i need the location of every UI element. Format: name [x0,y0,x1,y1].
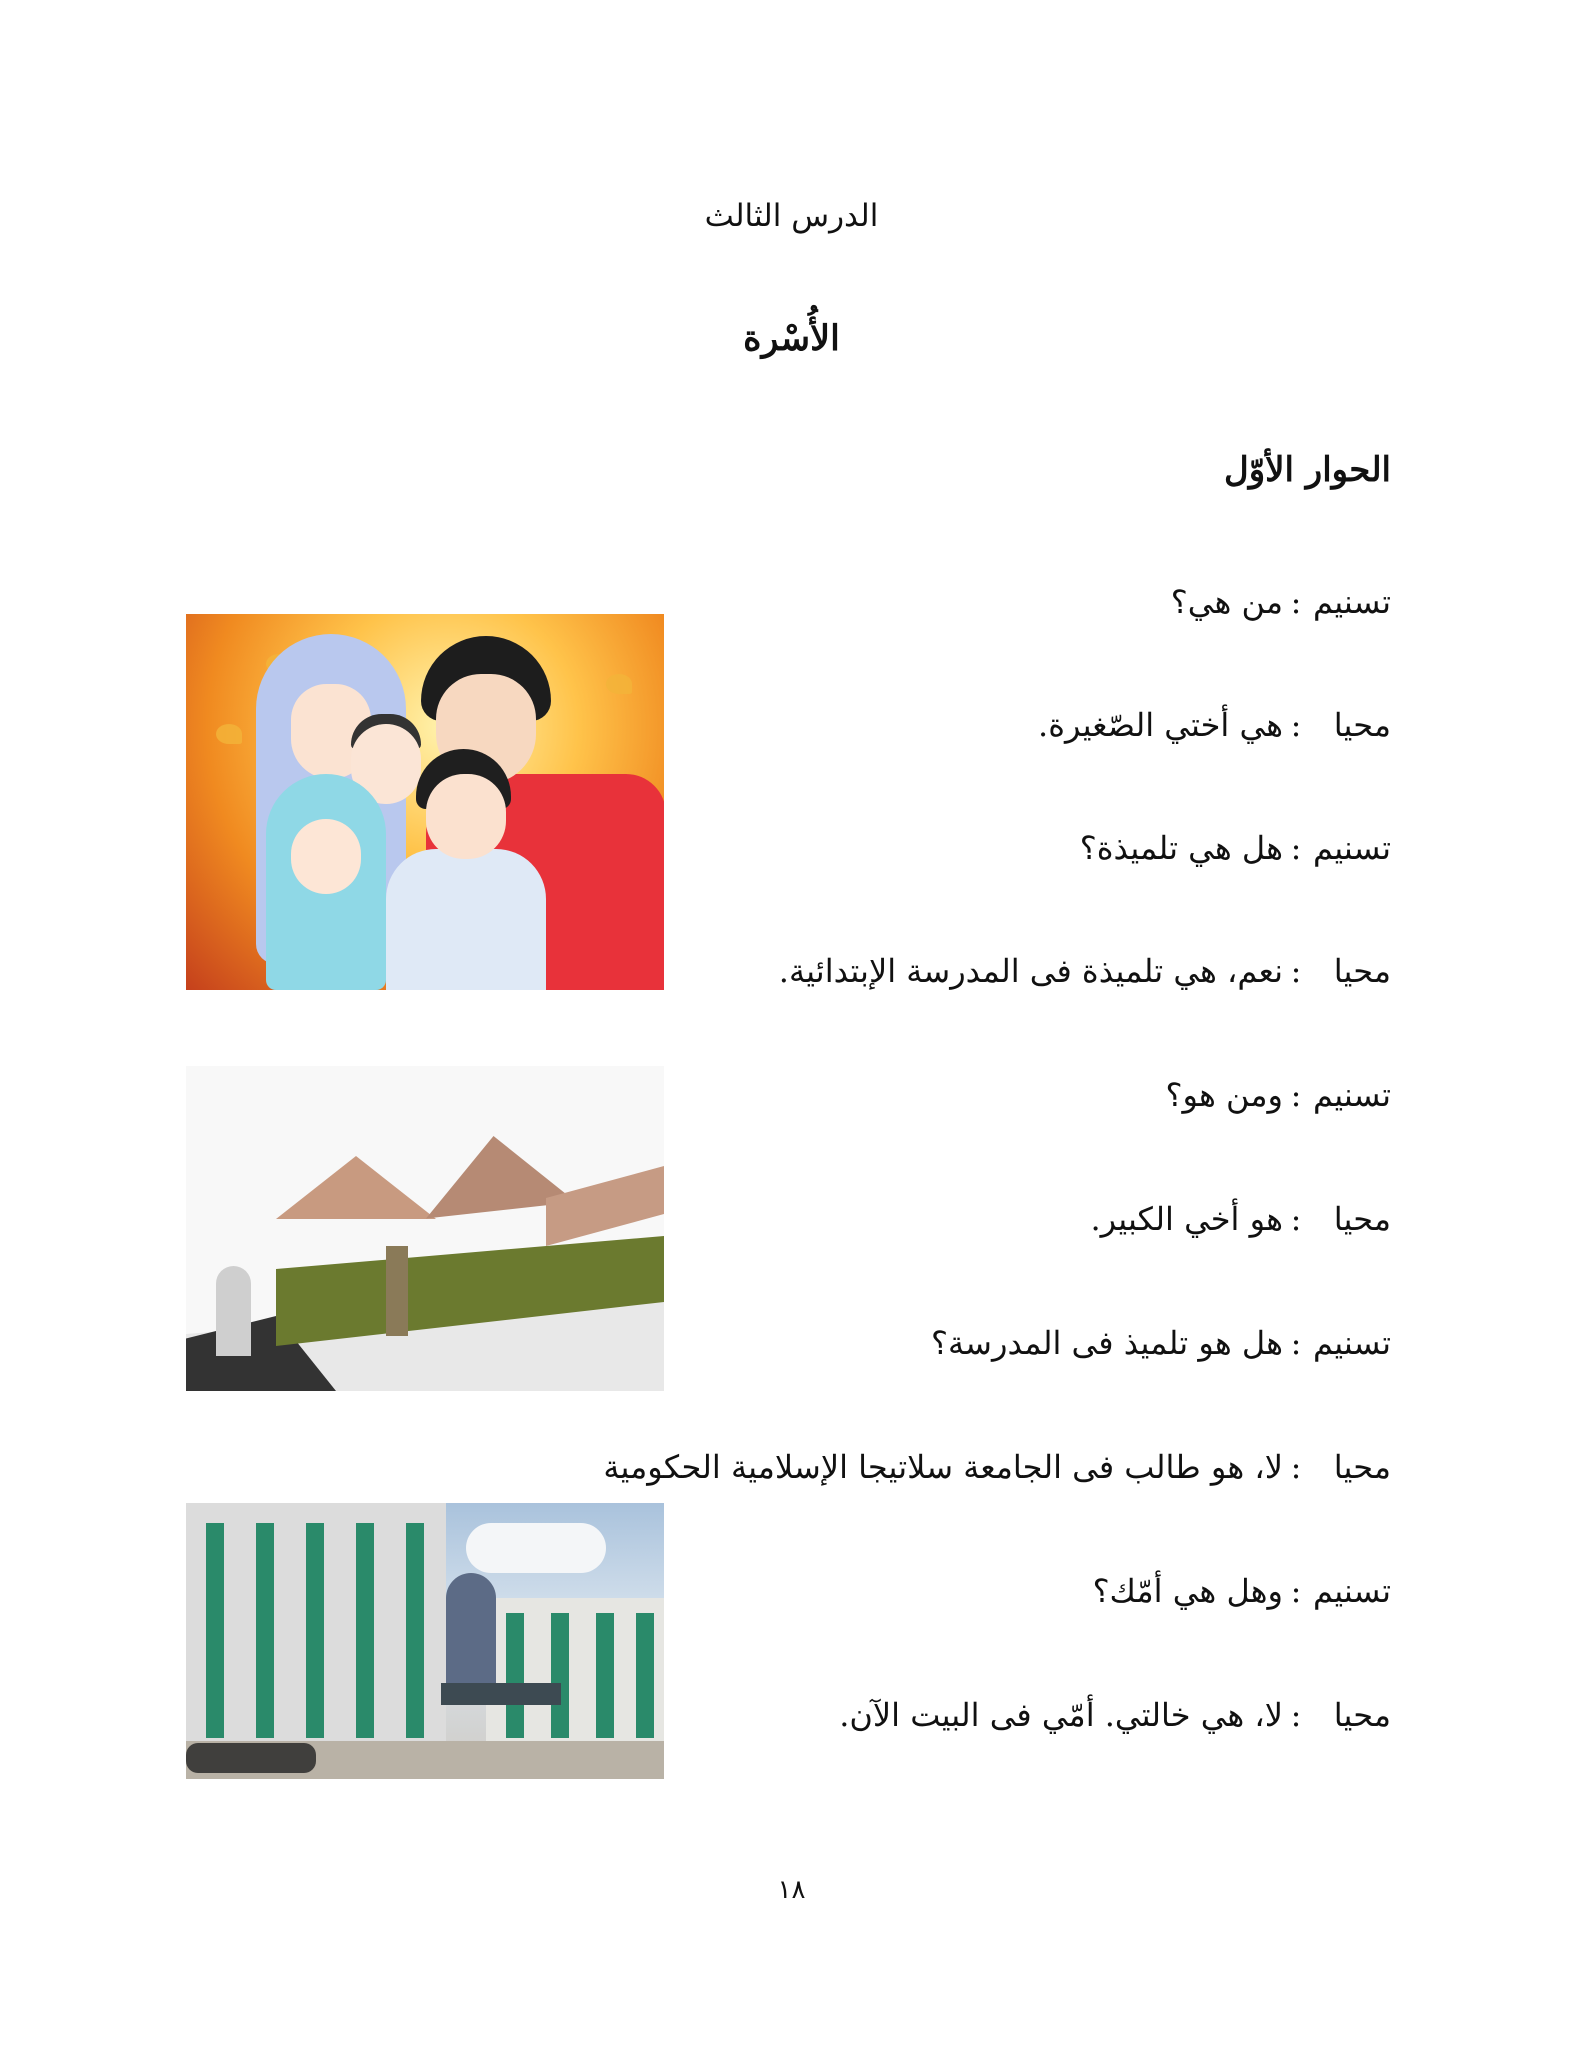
figure-boy-face [426,774,506,859]
lesson-label: الدرس الثالث [704,198,879,234]
campus-window-column [206,1523,224,1738]
figure-boy-shirt [386,849,546,990]
render-roof [276,1156,436,1246]
colon: : [1290,829,1302,867]
dialogue-text: لا، هو طالب فى الجامعة سلاتيجا الإسلامية الحكومية [603,1448,1283,1486]
colon: : [1290,1324,1302,1362]
speaker-name: تسنيم [1312,1572,1391,1610]
dialogue-text: وهل هي أمّك؟ [1092,1572,1283,1610]
school-building-render [186,1066,664,1391]
speaker-name: محيا [1333,1200,1391,1238]
family-illustration [186,614,664,990]
dialogue-line [1080,823,1391,873]
dialogue-line [1165,1070,1391,1120]
campus-window-column [356,1523,374,1738]
dialogue-line [779,946,1391,996]
campus-window-column [506,1613,524,1738]
dialogue-line [839,1690,1391,1740]
speaker-name: محيا [1333,1448,1391,1486]
speaker-name: تسنيم [1312,1076,1391,1114]
colon: : [1290,583,1302,621]
campus-window-column [636,1613,654,1738]
render-gate [216,1266,251,1356]
campus-window-column [596,1613,614,1738]
speaker-name: محيا [1333,952,1391,990]
speaker-name: تسنيم [1312,829,1391,867]
page-title: الأُسْرة [743,318,840,359]
dialogue-line [603,1442,1391,1492]
dialogue-line [1038,700,1391,750]
dialogue-line [1093,1566,1391,1616]
dialogue-text: هي أختي الصّغيرة. [1038,706,1283,744]
dialogue-text: نعم، هي تلميذة فى المدرسة الإبتدائية. [778,952,1283,990]
render-roof [546,1166,664,1246]
colon: : [1290,952,1302,990]
butterfly-decoration [216,724,242,744]
colon: : [1290,1572,1302,1610]
campus-window-column [406,1523,424,1738]
university-campus-photo [186,1503,664,1779]
render-tower [386,1246,408,1336]
figure-girl-face [291,819,361,894]
butterfly-decoration [606,674,632,694]
dialogue-text: من هي؟ [1170,583,1283,621]
dialogue-line [1171,577,1391,627]
colon: : [1290,1448,1302,1486]
campus-cloud [466,1523,606,1573]
dialogue-text: لا، هي خالتي. أمّي فى البيت الآن. [839,1696,1283,1734]
colon: : [1290,1076,1302,1114]
campus-window-column [551,1613,569,1738]
dialogue-text: هل هو تلميذ فى المدرسة؟ [931,1324,1283,1362]
campus-entrance-arch [446,1573,496,1683]
campus-parked-motorbikes [186,1743,316,1773]
campus-window-column [256,1523,274,1738]
speaker-name: محيا [1333,1696,1391,1734]
campus-canopy [441,1683,561,1705]
dialogue-line [1090,1194,1391,1244]
speaker-name: محيا [1333,706,1391,744]
campus-window-column [306,1523,324,1738]
dialogue-text: هو أخي الكبير. [1090,1200,1283,1238]
colon: : [1290,706,1302,744]
page-number: ١٨ [777,1875,806,1905]
dialogue-text: ومن هو؟ [1165,1076,1283,1114]
speaker-name: تسنيم [1312,1324,1391,1362]
colon: : [1290,1696,1302,1734]
dialogue-text: هل هي تلميذة؟ [1079,829,1283,867]
speaker-name: تسنيم [1312,583,1391,621]
section-heading: الحوار الأوّل [1224,450,1391,490]
colon: : [1290,1200,1302,1238]
dialogue-line [931,1318,1391,1368]
